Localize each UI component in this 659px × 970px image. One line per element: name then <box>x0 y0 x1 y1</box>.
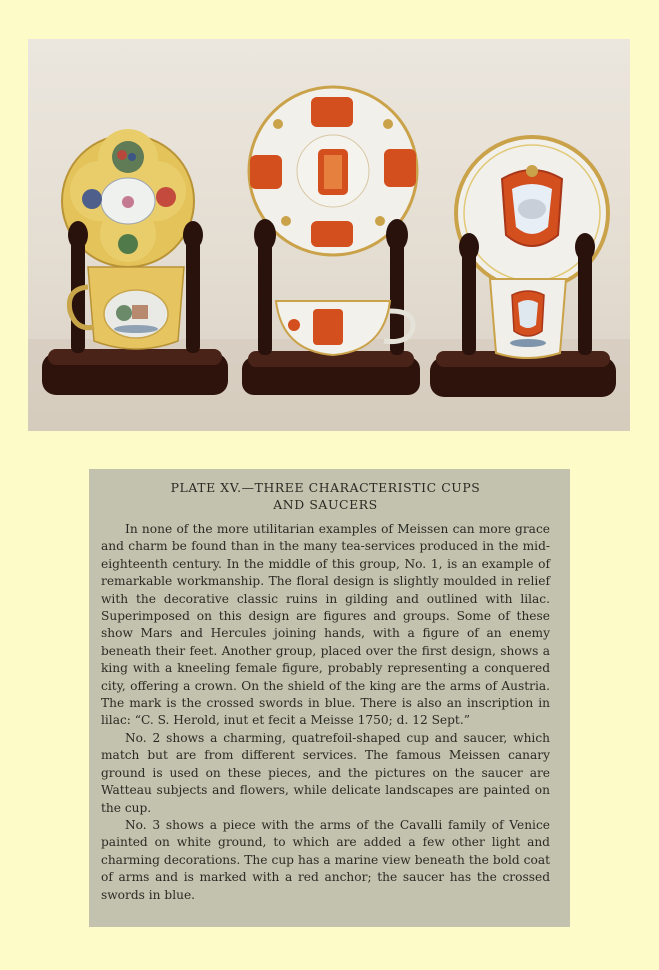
porcelain-illustration <box>28 39 630 431</box>
plate-caption <box>89 469 570 927</box>
paragraph-quatrefoil: No. 2 shows a charming, quatrefoil-shaped cup and saucer, which match but are from different services. The famous Meissen canary ground is used on these pieces, and the pictures on the saucer are Watteau subjects and flowers, while delicate landscapes are painted on the cup. <box>101 730 550 815</box>
plate-title-line-2: AND SAUCERS <box>273 497 378 512</box>
cavalli-cup <box>490 279 566 358</box>
paragraph-herold: In none of the more utilitarian examples of Meissen can more grace and charm be found than in the many tea-services produced in the mid-eighteenth century. In the middle of this group, No. 1, is an example of remarkable workmanship. The floral design is slightly moulded in relief with the decorative classic ruins in gilding and outlined with lilac. Superimposed on this design are figures and groups. Some of these show Mars and Hercules joining hands, with a figure of an enemy beneath their feet. Another group, placed over the first design, shows a king with a kneeling female figure, probably representing a conquered city, offering a crown. On the shield of the king are the arms of Austria. The mark is the crossed swords in blue. There is also an inscription in lilac: “C. S. Herold, inut et fecit a Meisse 1750; d. 12 Sept.” <box>101 522 550 728</box>
plate-title-line-1: PLATE XV.—THREE CHARACTERISTIC CUPS <box>170 480 481 495</box>
plate-title <box>101 479 550 513</box>
plate-photograph <box>28 39 630 431</box>
canary-cup <box>69 267 184 349</box>
paragraph-cavalli: No. 3 shows a piece with the arms of the Cavalli family of Venice painted on white ground, to which are added a few other light and charming decorations. The cup has a marine view beneath the bold coat of arms and is marked with a red anchor; the saucer has the crossed swords in blue. <box>101 817 550 902</box>
